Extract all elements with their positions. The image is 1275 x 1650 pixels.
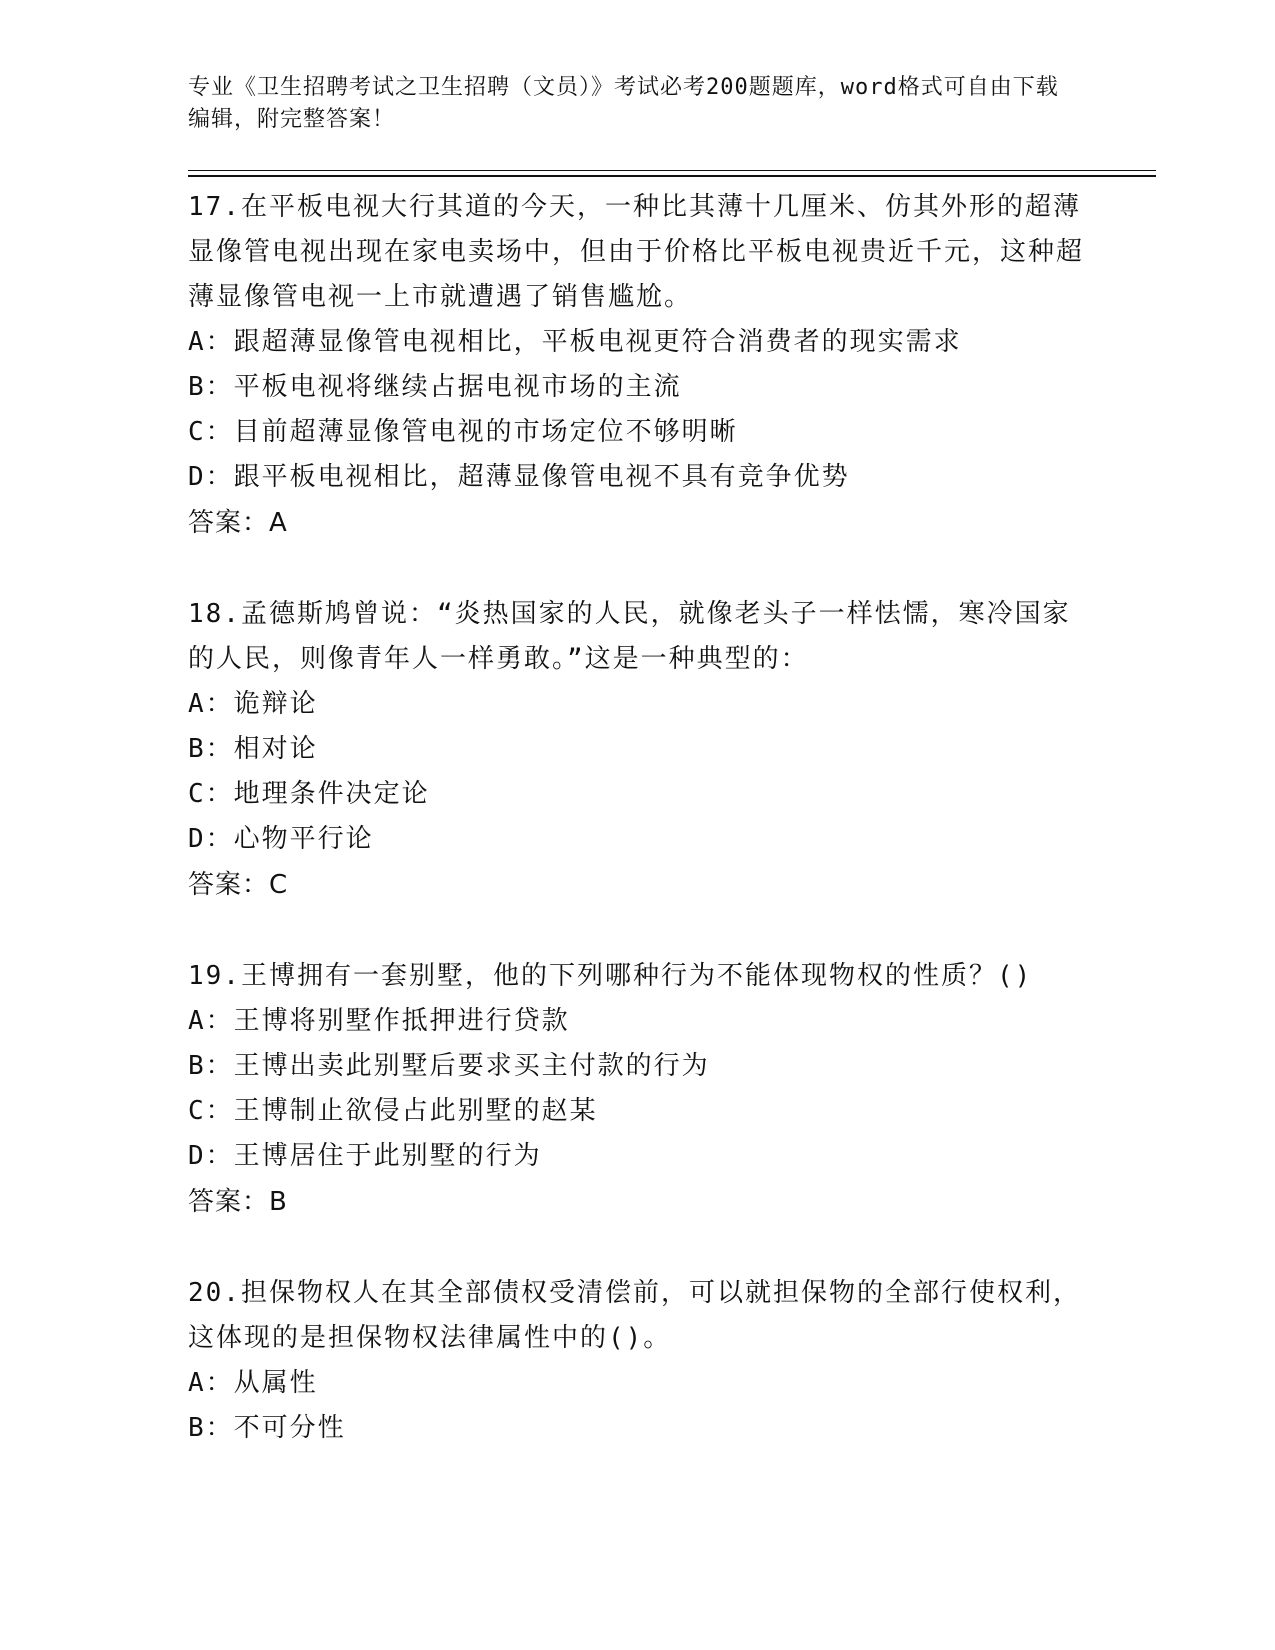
question-18 — [188, 592, 1088, 908]
question-stem: 20.担保物权人在其全部债权受清偿前，可以就担保物的全部行使权利，这体现的是担保物权法律属性中的()。 — [188, 1278, 1081, 1353]
header-divider-thin — [188, 170, 1156, 171]
option-b: B：平板电视将继续占据电视市场的主流 — [188, 372, 682, 402]
option-a: A：从属性 — [188, 1368, 318, 1398]
option-b: B：不可分性 — [188, 1413, 346, 1443]
question-17 — [188, 185, 1088, 546]
answer: 答案：C — [188, 870, 289, 900]
answer: 答案：A — [188, 508, 288, 538]
option-c: C：目前超薄显像管电视的市场定位不够明晰 — [188, 417, 738, 447]
question-stem: 19.王博拥有一套别墅，他的下列哪种行为不能体现物权的性质？() — [188, 961, 1033, 991]
question-stem: 17.在平板电视大行其道的今天，一种比其薄十几厘米、仿其外形的超薄显像管电视出现在家电卖场中，但由于价格比平板电视贵近千元，这种超薄显像管电视一上市就遭遇了销售尴尬。 — [188, 192, 1085, 312]
option-d: D：王博居住于此别墅的行为 — [188, 1141, 542, 1171]
option-a: A：王博将别墅作抵押进行贷款 — [188, 1006, 570, 1036]
question-stem: 18.孟德斯鸠曾说：“炎热国家的人民，就像老头子一样怯懦，寒冷国家的人民，则像青年人一样勇敢。”这是一种典型的： — [188, 599, 1071, 674]
option-a: A：跟超薄显像管电视相比，平板电视更符合消费者的现实需求 — [188, 327, 962, 357]
option-b: B：王博出卖此别墅后要求买主付款的行为 — [188, 1051, 710, 1081]
header-divider-thick — [188, 175, 1156, 177]
option-c: C：地理条件决定论 — [188, 779, 430, 809]
question-20 — [188, 1271, 1088, 1451]
question-19 — [188, 954, 1088, 1225]
page-header: 专业《卫生招聘考试之卫生招聘（文员）》考试必考200题题库，word格式可自由下载编辑，附完整答案！ — [188, 75, 1059, 132]
option-d: D：心物平行论 — [188, 824, 374, 854]
option-b: B：相对论 — [188, 734, 318, 764]
option-a: A：诡辩论 — [188, 689, 318, 719]
answer: 答案：B — [188, 1187, 288, 1217]
option-c: C：王博制止欲侵占此别墅的赵某 — [188, 1096, 598, 1126]
question-list — [188, 185, 1088, 1497]
option-d: D：跟平板电视相比，超薄显像管电视不具有竞争优势 — [188, 462, 850, 492]
